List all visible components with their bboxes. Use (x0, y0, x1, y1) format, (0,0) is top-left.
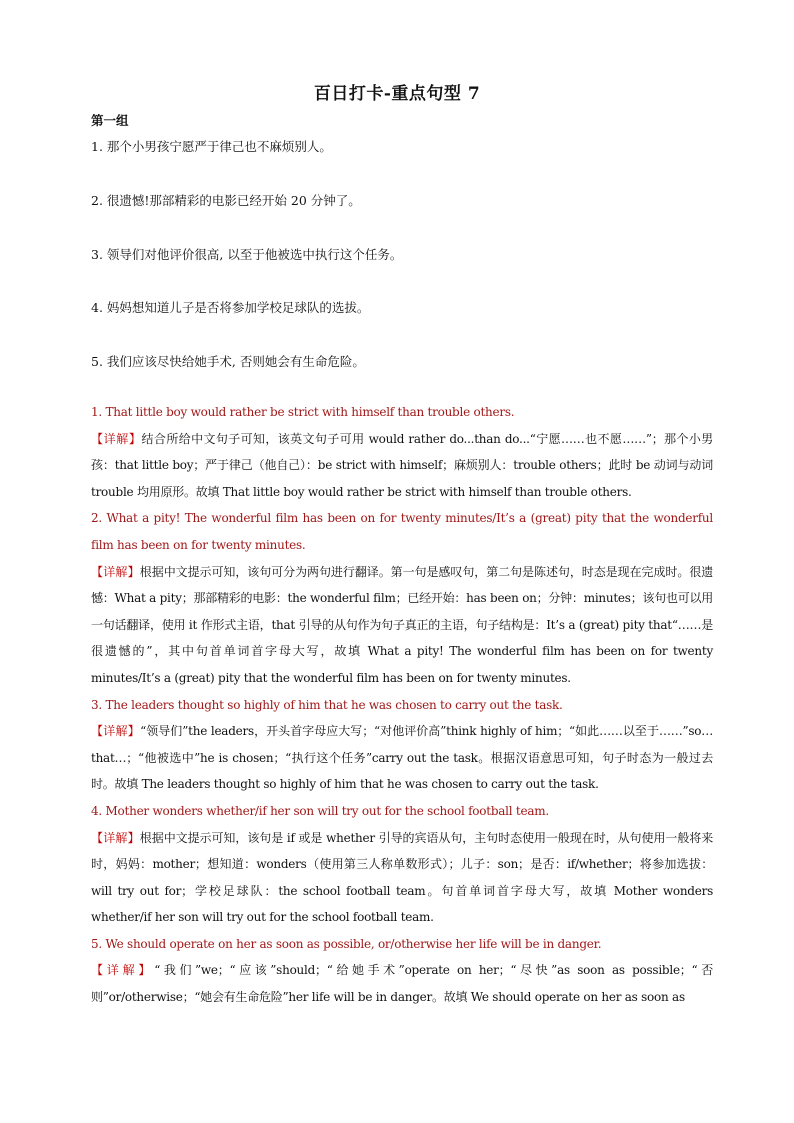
answer-3: 3. The leaders thought so highly of him that he was chosen to carry out the task. (91, 697, 563, 712)
group-label: 第一组 (91, 113, 129, 128)
answer-section (91, 399, 713, 1011)
explanation-label: 【详解】 (91, 431, 142, 446)
answer-1: 1. That little boy would rather be strict with himself than trouble others. (91, 405, 515, 419)
explanation-text: “领导们”the leaders，开头首字母应大写；“对他评价高”think highly of him；“如此……以至于……”so…that…；“他被选中”he is chosen；“执行这个任务”carry out the task。根据汉语意思可知，句子时态为一般过去时。故填 The leaders thought so highly of him that he was chosen to carry out the task. (91, 724, 713, 792)
explanation-4 (91, 825, 713, 931)
question-2: 2. 很遗憾!那部精彩的电影已经开始 20 分钟了。 (91, 193, 361, 208)
explanation-text: 结合所给中文句子可知，该英文句子可用 would rather do...than do...“宁愿……也不愿……”；那个小男孩：that little boy；严于律己（他自己）：be strict with himself；麻烦别人：trouble others；此时 be 动词与动词 trouble 均用原形。故填 That little boy would rather be strict with himself than trouble others. (91, 431, 713, 499)
explanation-label: 【详解】 (91, 830, 140, 845)
answer-2: 2. What a pity! The wonderful film has been on for twenty minutes/It’s a (great) pity that the wonderful film has been on for twenty minutes. (91, 511, 713, 552)
explanation-label: 【详解】 (91, 564, 140, 579)
explanation-3 (91, 718, 713, 798)
explanation-label: 【详解】 (91, 724, 141, 739)
explanation-label: 【详解】 (91, 963, 155, 978)
answer-4: 4. Mother wonders whether/if her son will try out for the school football team. (91, 803, 549, 818)
explanation-text: 根据中文提示可知，该句是 if 或是 whether 引导的宾语从句，主句时态使用一般现在时，从句使用一般将来时，妈妈：mother；想知道：wonders（使用第三人称单数形式）；儿子：son；是否：if/whether；将参加选拔：will try out for；学校足球队：the school football team。句首单词首字母大写，故填 Mother wonders whether/if her son will try out for the school football team. (91, 830, 713, 925)
explanation-5 (91, 957, 713, 1010)
answer-5: 5. We should operate on her as soon as possible, or/otherwise her life will be in danger. (91, 936, 602, 951)
page-title: 百日打卡-重点句型 7 (313, 84, 481, 104)
question-4: 4. 妈妈想知道儿子是否将参加学校足球队的选拔。 (91, 300, 370, 315)
question-5: 5. 我们应该尽快给她手术, 否则她会有生命危险。 (91, 354, 365, 369)
explanation-text: 根据中文提示可知，该句可分为两句进行翻译。第一句是感叹句，第二句是陈述句，时态是现在完成时。很遗憾：What a pity；那部精彩的电影：the wonderful film；已经开始：has been on；分钟：minutes；该句也可以用一句话翻译，使用 it 作形式主语，that 引导的从句作为句子真正的主语，句子结构是：It’s a (great) pity that“……是很遗憾的”，其中句首单词首字母大写，故填 What a pity! The wonderful film has been on for twenty minutes/It’s a (great) pity that the wonderful film has been on for twenty minutes. (91, 564, 713, 685)
explanation-2 (91, 559, 713, 692)
explanation-1 (91, 426, 713, 506)
question-1: 1. 那个小男孩宁愿严于律己也不麻烦别人。 (91, 139, 332, 154)
question-3: 3. 领导们对他评价很高, 以至于他被选中执行这个任务。 (91, 247, 403, 262)
explanation-text: “我们”we；“应该”should；“给她手术”operate on her；“尽快”as soon as possible；“否则”or/otherwise；“她会有生命危险”her life will be in danger。故填 We should operate on her as soon as (91, 963, 713, 1005)
